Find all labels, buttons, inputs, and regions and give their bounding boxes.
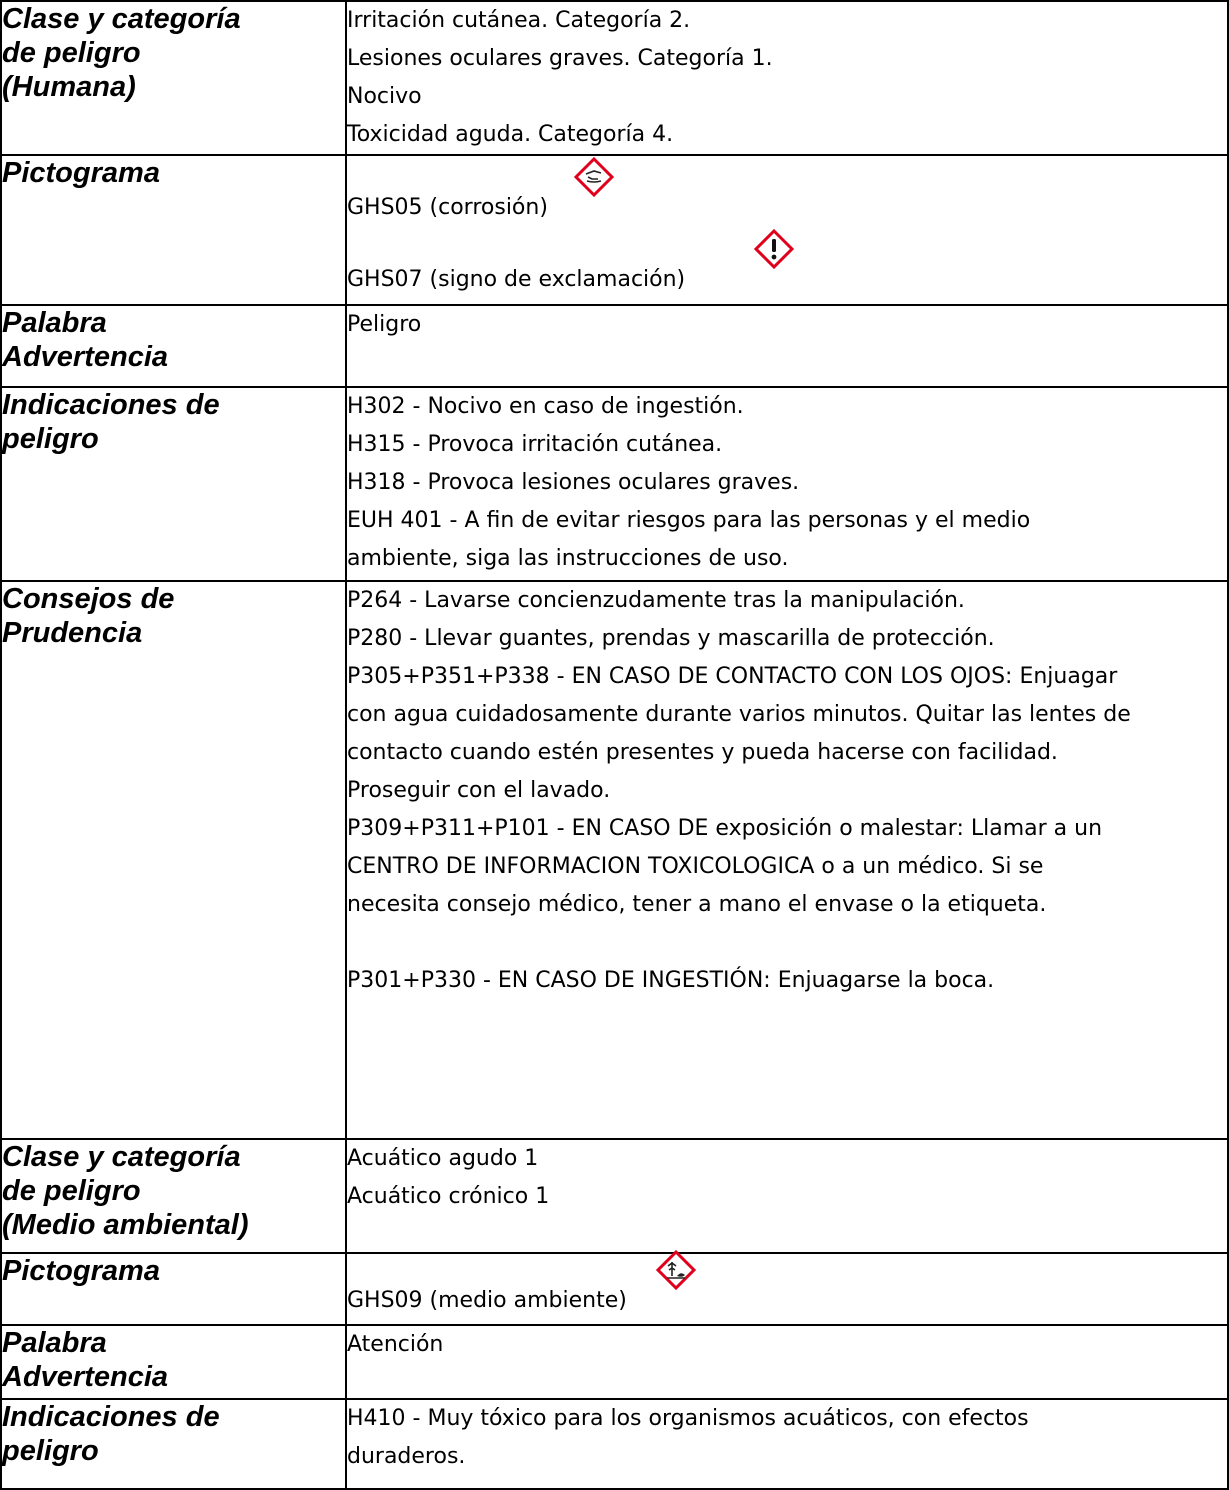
label-line: Palabra <box>2 307 107 339</box>
label-line: peligro <box>2 1435 99 1467</box>
row-value <box>346 155 1228 305</box>
hazard-row-precautionary <box>1 581 1228 1139</box>
hazard-row-env-statements <box>1 1399 1228 1489</box>
label-line: Prudencia <box>2 617 143 649</box>
label-line: (Medio ambiental) <box>2 1209 249 1241</box>
pictogram-text: GHS09 (medio ambiente) <box>347 1288 627 1313</box>
label-line: Indicaciones de <box>2 1401 220 1433</box>
value-line: EUH 401 - A fin de evitar riesgos para las personas y el medio <box>347 508 1031 533</box>
row-value <box>346 387 1228 581</box>
pictogram-text: GHS07 (signo de exclamación) <box>347 267 686 292</box>
row-label <box>1 581 346 1139</box>
hazard-row-env-signal-word <box>1 1325 1228 1399</box>
label-line: Advertencia <box>2 341 169 373</box>
ghs07-exclamation-icon <box>754 229 794 269</box>
pictogram-text: GHS05 (corrosión) <box>347 195 548 220</box>
value-line: con agua cuidadosamente durante varios minutos. Quitar las lentes de <box>347 702 1131 727</box>
value-line: duraderos. <box>347 1444 466 1469</box>
hazard-row-human-statements <box>1 387 1228 581</box>
row-label <box>1 155 346 305</box>
label-line: (Humana) <box>2 71 136 103</box>
row-label <box>1 387 346 581</box>
value-line: Peligro <box>347 312 422 337</box>
value-line: necesita consejo médico, tener a mano el envase o la etiqueta. <box>347 892 1047 917</box>
row-value <box>346 1399 1228 1489</box>
value-line: H315 - Provoca irritación cutánea. <box>347 432 723 457</box>
value-line: ambiente, siga las instrucciones de uso. <box>347 546 789 571</box>
label-line: Pictograma <box>2 1255 160 1287</box>
row-value <box>346 305 1228 387</box>
row-value <box>346 1253 1228 1325</box>
row-value <box>346 1139 1228 1253</box>
pictogram-entry <box>347 189 1227 227</box>
label-line: Palabra <box>2 1327 107 1359</box>
value-line: Acuático agudo 1 <box>347 1146 539 1171</box>
value-line: CENTRO DE INFORMACION TOXICOLOGICA o a un médico. Si se <box>347 854 1044 879</box>
label-line: peligro <box>2 423 99 455</box>
value-line: Nocivo <box>347 84 422 109</box>
label-line: Clase y categoría <box>2 1141 241 1173</box>
label-line: Consejos de <box>2 583 175 615</box>
ghs09-environment-icon <box>656 1250 696 1290</box>
value-line: Lesiones oculares graves. Categoría 1. <box>347 46 773 71</box>
value-line: P309+P311+P101 - EN CASO DE exposición o malestar: Llamar a un <box>347 816 1103 841</box>
hazard-row-env-class <box>1 1139 1228 1253</box>
label-line: Advertencia <box>2 1361 169 1393</box>
value-line: P301+P330 - EN CASO DE INGESTIÓN: Enjuagarse la boca. <box>347 968 995 993</box>
row-value <box>346 581 1228 1139</box>
value-line: Irritación cutánea. Categoría 2. <box>347 8 691 33</box>
value-line: P305+P351+P338 - EN CASO DE CONTACTO CON LOS OJOS: Enjuagar <box>347 664 1118 689</box>
label-line: de peligro <box>2 1175 141 1207</box>
ghs05-corrosion-icon <box>574 157 614 197</box>
label-line: Clase y categoría <box>2 3 241 35</box>
value-line: Toxicidad aguda. Categoría 4. <box>347 122 674 147</box>
hazard-row-env-pictogram <box>1 1253 1228 1325</box>
hazard-row-human-pictogram <box>1 155 1228 305</box>
row-label <box>1 1 346 155</box>
hazard-row-human-class <box>1 1 1228 155</box>
label-line: Indicaciones de <box>2 389 220 421</box>
value-line: H318 - Provoca lesiones oculares graves. <box>347 470 800 495</box>
row-label <box>1 1325 346 1399</box>
label-line: Pictograma <box>2 157 160 189</box>
value-line: Proseguir con el lavado. <box>347 778 611 803</box>
pictogram-entry <box>347 1282 1227 1320</box>
value-line: Atención <box>347 1332 444 1357</box>
pictogram-entry <box>347 261 1227 299</box>
row-value <box>346 1325 1228 1399</box>
value-line: Acuático crónico 1 <box>347 1184 550 1209</box>
hazard-row-human-signal-word <box>1 305 1228 387</box>
row-label <box>1 1253 346 1325</box>
value-line: H410 - Muy tóxico para los organismos acuáticos, con efectos <box>347 1406 1029 1431</box>
value-line <box>347 924 1227 962</box>
row-value <box>346 1 1228 155</box>
value-line: H302 - Nocivo en caso de ingestión. <box>347 394 744 419</box>
row-label <box>1 305 346 387</box>
row-label <box>1 1399 346 1489</box>
value-line: P264 - Lavarse concienzudamente tras la manipulación. <box>347 588 965 613</box>
value-line: contacto cuando estén presentes y pueda hacerse con facilidad. <box>347 740 1058 765</box>
row-label <box>1 1139 346 1253</box>
value-line: P280 - Llevar guantes, prendas y mascarilla de protección. <box>347 626 995 651</box>
label-line: de peligro <box>2 37 141 69</box>
